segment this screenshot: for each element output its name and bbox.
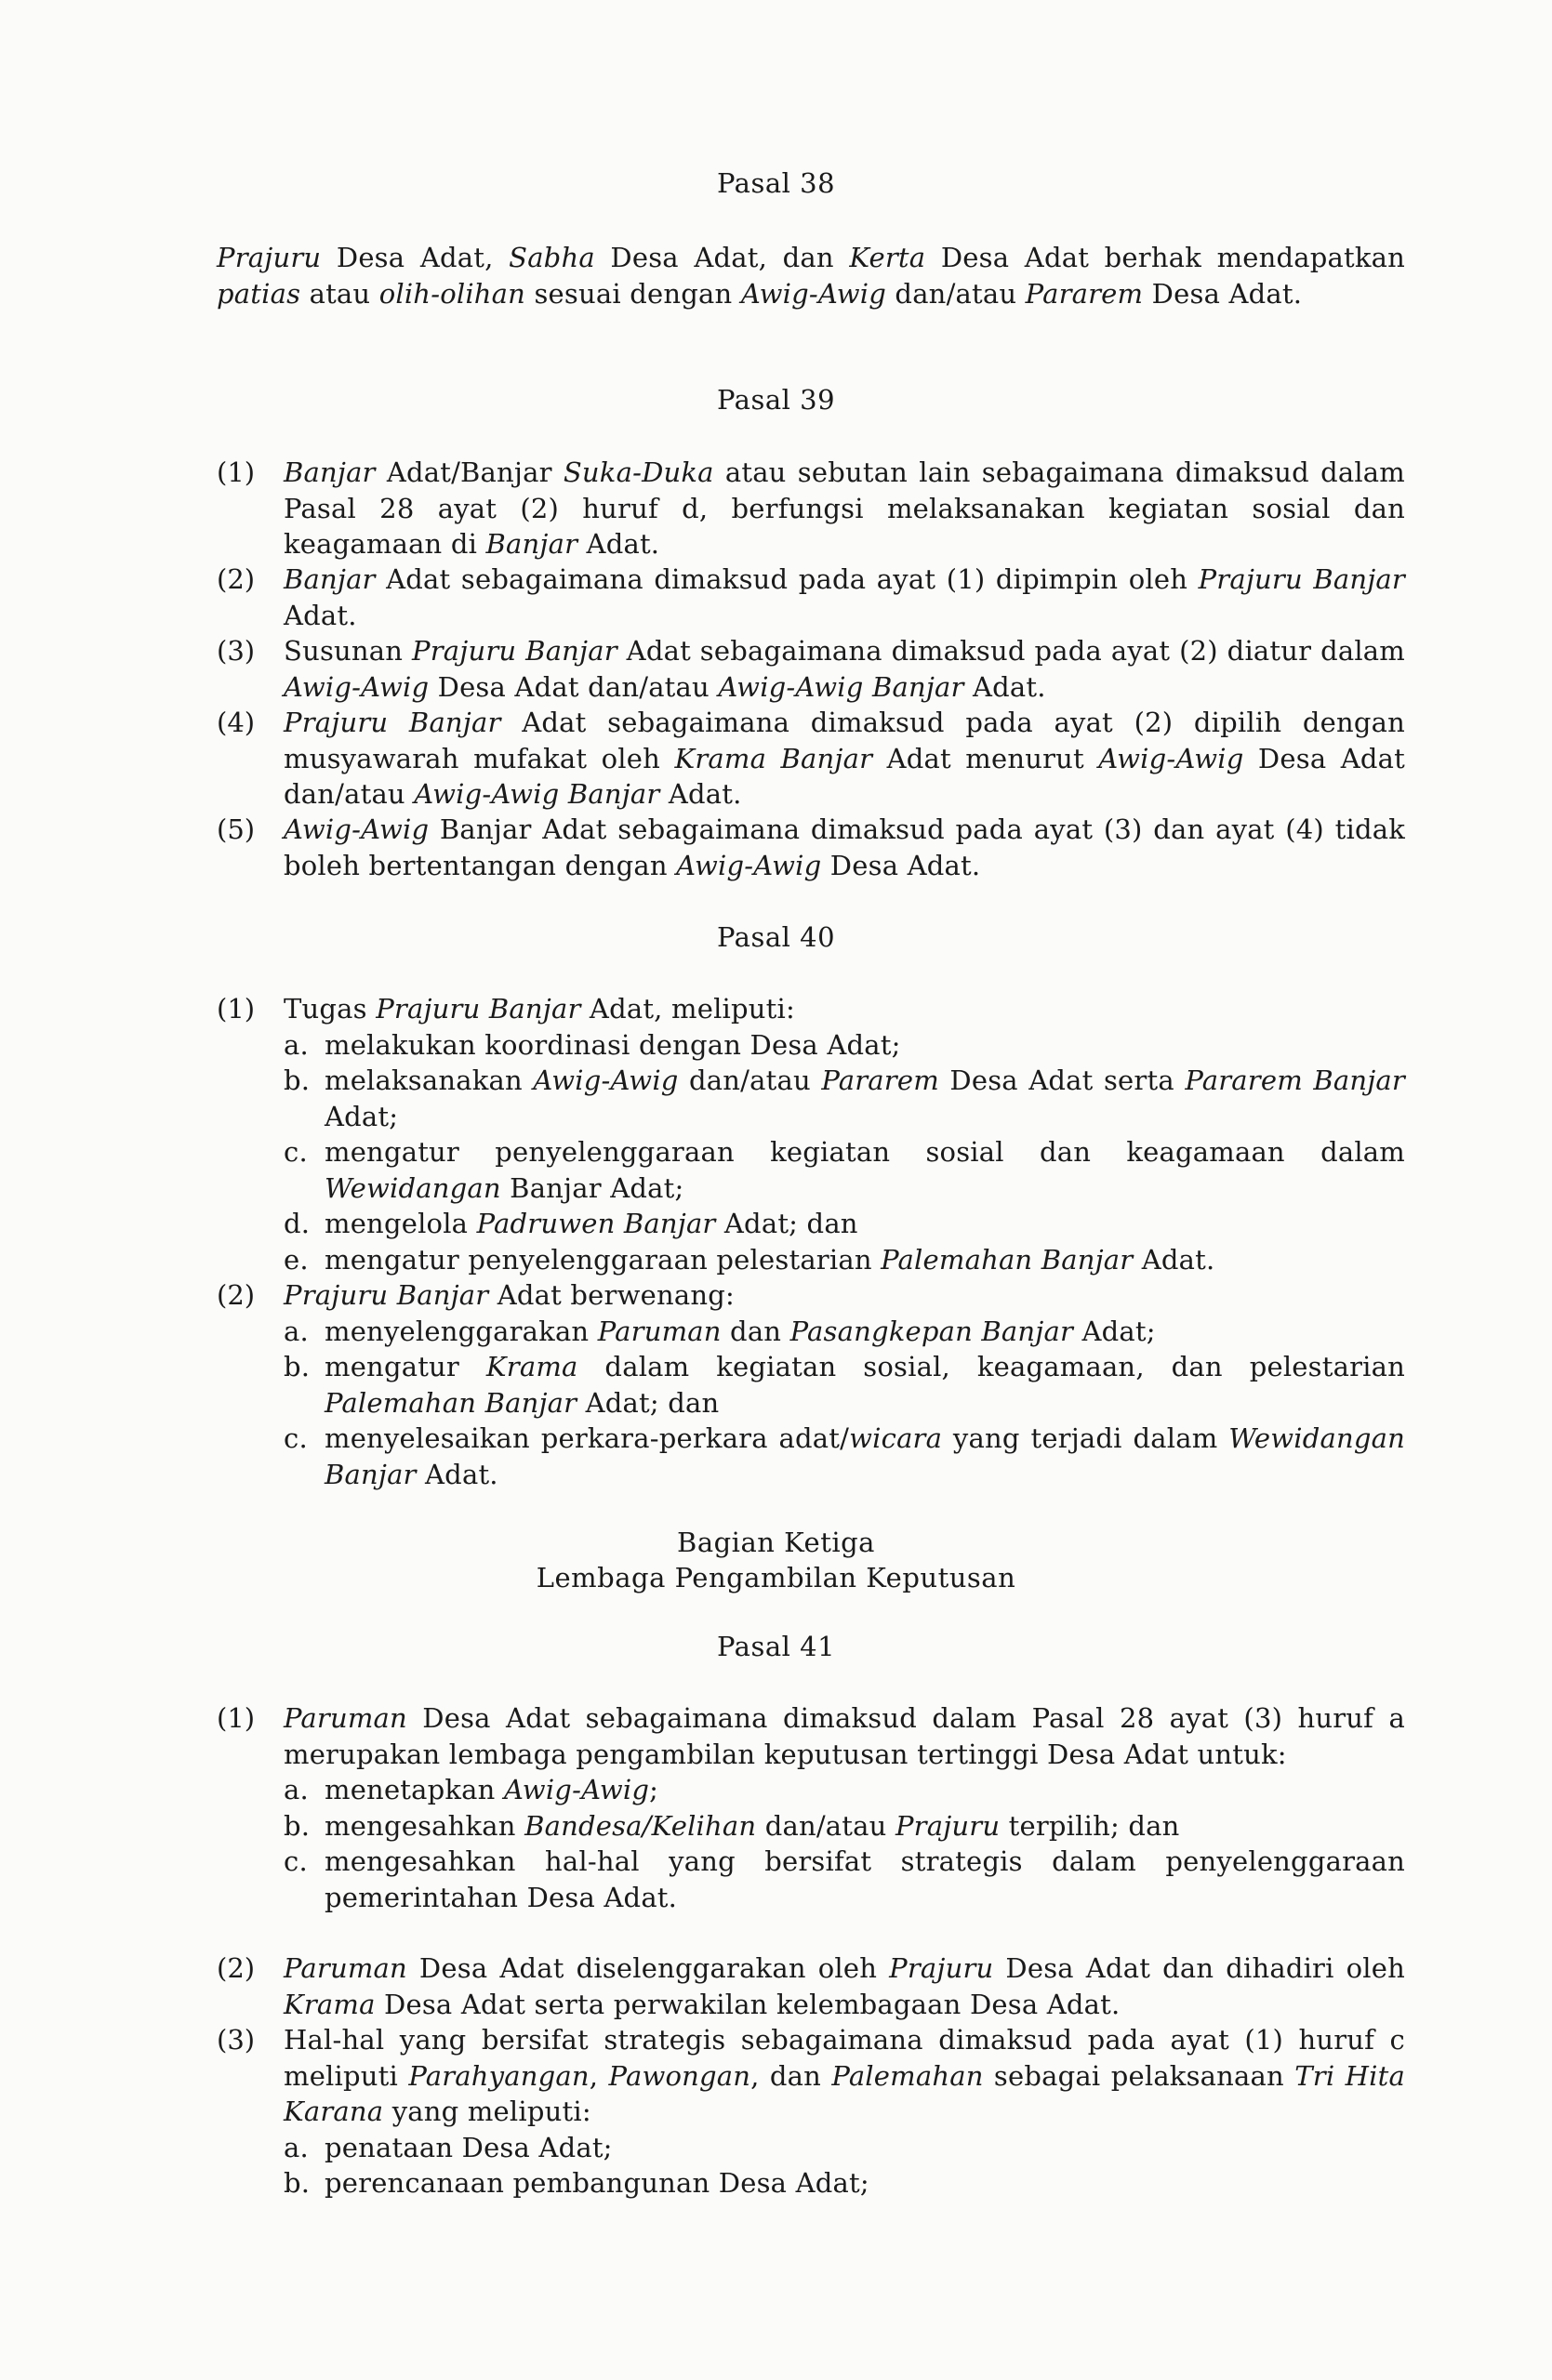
sub-letter: e. [284, 1243, 309, 1276]
ayat-number: (2) [217, 563, 256, 595]
ayat-lead: Paruman Desa Adat sebagaimana dimaksud dalam Pasal 28 ayat (3) huruf a merupakan lembaga pengambilan keputusan tertinggi Desa Adat untuk: [284, 1702, 1405, 1770]
ayat-text [284, 2022, 1405, 2202]
sub-letter: c. [284, 1845, 308, 1877]
sub-letter: a. [284, 2131, 309, 2163]
sub-text: menetapkan Awig-Awig; [325, 1774, 659, 1805]
pasal-40-ayat-1 [217, 991, 1405, 1277]
bagian-subtitle: Lembaga Pengambilan Keputusan [536, 1562, 1016, 1593]
sub-item [284, 2130, 1405, 2166]
ayat-text [284, 1277, 1405, 1492]
ayat-number: (1) [217, 993, 256, 1025]
pasal-41-ayat-2 [217, 1950, 1405, 2022]
sub-text: mengelola Padruwen Banjar Adat; dan [325, 1208, 858, 1239]
sub-letter: a. [284, 1315, 309, 1347]
sub-letter: b. [284, 1064, 311, 1096]
sub-item [284, 1206, 1405, 1242]
pasal-39-ayat-3 [217, 633, 1405, 705]
sub-letter: c. [284, 1422, 308, 1454]
sub-item [284, 1349, 1405, 1421]
sub-text: mengatur penyelenggaraan pelestarian Palemahan Banjar Adat. [325, 1243, 1215, 1276]
sub-text: mengatur Krama dalam kegiatan sosial, keagamaan, dan pelestarian Palemahan Banjar Adat; dan [325, 1351, 1405, 1419]
pasal-41-ayat-3 [217, 2022, 1405, 2202]
ayat-text: Awig-Awig Banjar Adat sebagaimana dimaksud pada ayat (3) dan ayat (4) tidak boleh bertentangan dengan Awig-Awig Desa Adat. [284, 813, 1405, 881]
ayat-number: (1) [217, 456, 256, 488]
sub-item [284, 1421, 1405, 1492]
ayat-lead: Tugas Prajuru Banjar Adat, meliputi: [284, 993, 795, 1025]
ayat-number: (3) [217, 2024, 256, 2056]
pasal-40-title: Pasal 40 [716, 921, 836, 953]
ayat-number: (4) [217, 707, 256, 738]
pasal-39-ayat-5 [217, 812, 1405, 883]
sub-text: perencanaan pembangunan Desa Adat; [325, 2167, 869, 2199]
ayat-number: (3) [217, 635, 256, 667]
sub-letter: b. [284, 1351, 311, 1382]
sub-letter: a. [284, 1028, 309, 1061]
ayat-number: (5) [217, 813, 256, 845]
sub-text: mengesahkan hal-hal yang bersifat strategis dalam penyelenggaraan pemerintahan Desa Adat. [325, 1845, 1405, 1913]
sub-item [284, 1134, 1405, 1206]
pasal-39-ayat-4 [217, 705, 1405, 813]
sub-item [284, 1242, 1405, 1278]
ayat-text: Prajuru Banjar Adat sebagaimana dimaksud pada ayat (2) dipilih dengan musyawarah mufakat oleh Krama Banjar Adat menurut Awig-Awig Desa Adat dan/atau Awig-Awig Banjar Adat. [284, 707, 1405, 810]
sub-letter: a. [284, 1774, 309, 1805]
bagian-title: Bagian Ketiga [677, 1527, 875, 1558]
pasal-40-ayat-2 [217, 1277, 1405, 1492]
pasal-38-title: Pasal 38 [716, 167, 836, 199]
pasal-38-text: Prajuru Desa Adat, Sabha Desa Adat, dan Kerta Desa Adat berhak mendapatkan patias atau olih-olihan sesuai dengan Awig-Awig dan/atau Pararem Desa Adat. [217, 242, 1406, 310]
pasal-39-ayat-1 [217, 455, 1405, 562]
sub-item [284, 1772, 1405, 1808]
ayat-lead: Prajuru Banjar Adat berwenang: [284, 1279, 735, 1311]
sub-text: melakukan koordinasi dengan Desa Adat; [325, 1028, 901, 1061]
sub-item [284, 1314, 1405, 1350]
sub-text: menyelesaikan perkara-perkara adat/wicara yang terjadi dalam Wewidangan Banjar Adat. [325, 1422, 1405, 1490]
ayat-text [284, 1700, 1405, 1915]
sub-text: menyelenggarakan Paruman dan Pasangkepan Banjar Adat; [325, 1315, 1156, 1347]
sub-item [284, 1063, 1405, 1134]
sub-letter: b. [284, 1809, 311, 1842]
ayat-number: (2) [217, 1952, 256, 1984]
sub-item [284, 1844, 1405, 1915]
sub-text: penataan Desa Adat; [325, 2131, 613, 2163]
pasal-41-title: Pasal 41 [716, 1631, 836, 1662]
ayat-text: Susunan Prajuru Banjar Adat sebagaimana dimaksud pada ayat (2) diatur dalam Awig-Awig Desa Adat dan/atau Awig-Awig Banjar Adat. [284, 635, 1405, 703]
sub-item [284, 1027, 1405, 1064]
sub-text: mengatur penyelenggaraan kegiatan sosial dan keagamaan dalam Wewidangan Banjar Adat; [325, 1136, 1405, 1204]
ayat-number: (1) [217, 1702, 256, 1734]
sub-letter: b. [284, 2167, 311, 2199]
pasal-41-ayat-1 [217, 1700, 1405, 1915]
sub-letter: d. [284, 1208, 311, 1239]
sub-item [284, 1808, 1405, 1844]
ayat-text: Banjar Adat sebagaimana dimaksud pada ayat (1) dipimpin oleh Prajuru Banjar Adat. [284, 563, 1405, 631]
pasal-39-title: Pasal 39 [716, 384, 836, 416]
ayat-text [284, 991, 1405, 1277]
ayat-text: Banjar Adat/Banjar Suka-Duka atau sebutan lain sebagaimana dimaksud dalam Pasal 28 ayat (2) huruf d, berfungsi melaksanakan kegiatan sosial dan keagamaan di Banjar Adat. [284, 456, 1405, 560]
ayat-lead: Paruman Desa Adat diselenggarakan oleh Prajuru Desa Adat dan dihadiri oleh Krama Desa Adat serta perwakilan kelembagaan Desa Adat. [284, 1952, 1405, 2020]
pasal-39-ayat-2 [217, 562, 1405, 633]
ayat-text [284, 1950, 1405, 2022]
sub-item [284, 2165, 1405, 2202]
sub-text: mengesahkan Bandesa/Kelihan dan/atau Prajuru terpilih; dan [325, 1809, 1180, 1842]
ayat-lead: Hal-hal yang bersifat strategis sebagaimana dimaksud pada ayat (1) huruf c meliputi Parahyangan, Pawongan, dan Palemahan sebagai pelaksanaan Tri Hita Karana yang meliputi: [284, 2024, 1405, 2127]
sub-letter: c. [284, 1136, 308, 1168]
ayat-number: (2) [217, 1279, 256, 1311]
sub-text: melaksanakan Awig-Awig dan/atau Pararem Desa Adat serta Pararem Banjar Adat; [325, 1064, 1405, 1132]
